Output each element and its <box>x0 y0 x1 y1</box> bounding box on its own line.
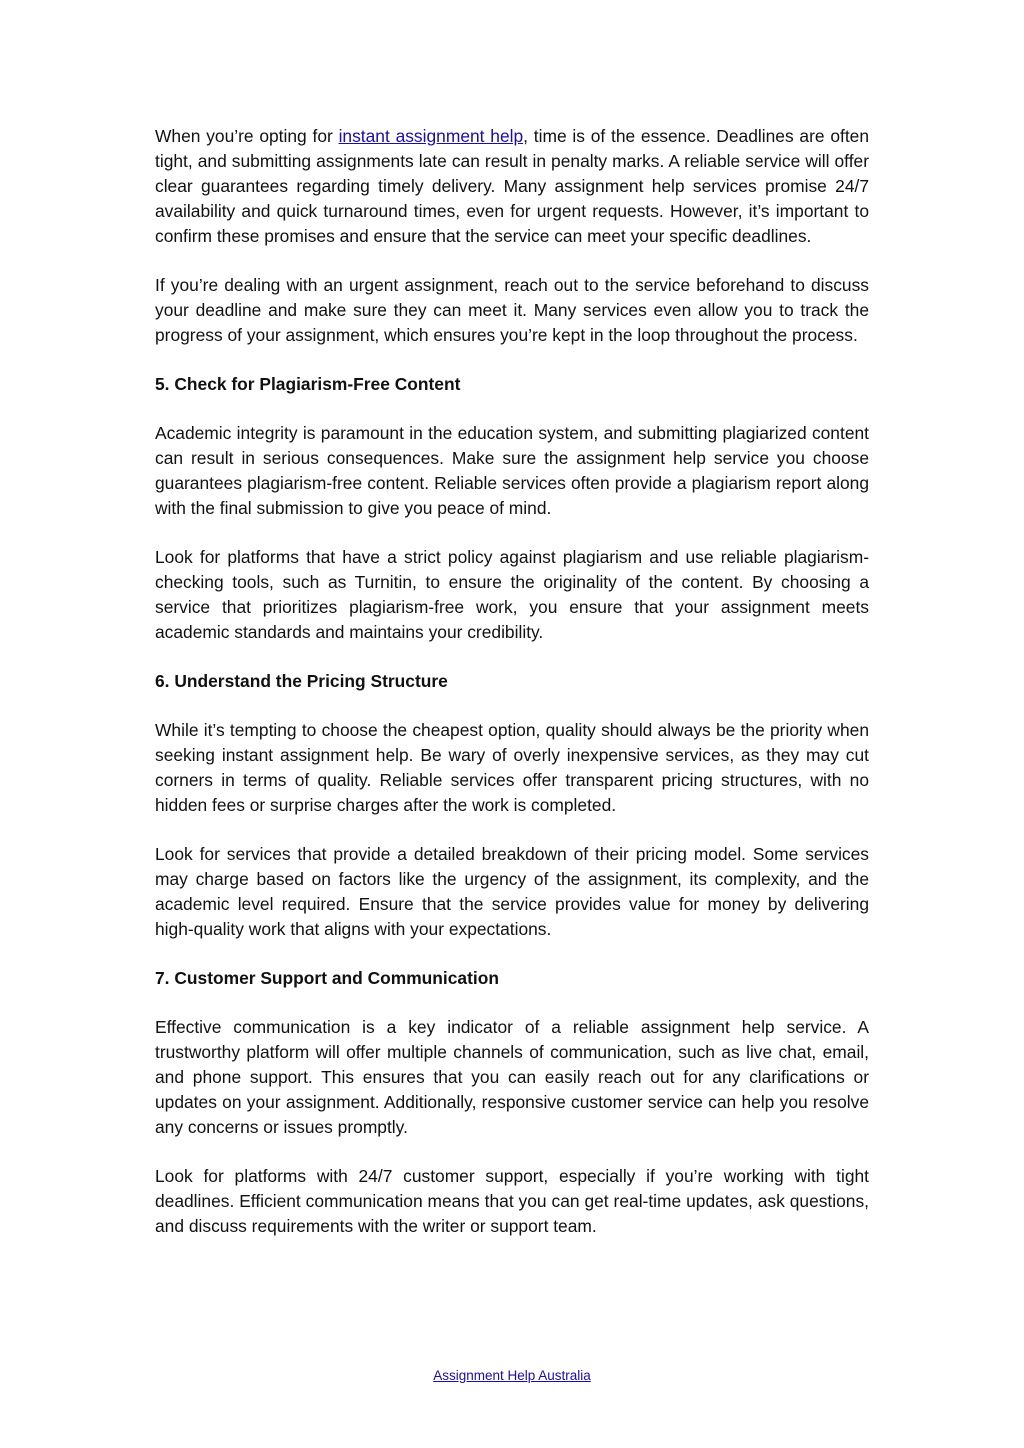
page-footer <box>0 1368 1024 1383</box>
paragraph-integrity: Academic integrity is paramount in the education system, and submitting plagiarized content can result in serious consequences. Make sure the assignment help service you choose guarantees plagiarism-free content. Reliable services often provide a plagiarism report along with the final submission to give you peace of mind. <box>155 423 869 518</box>
heading-plagiarism: 5. Check for Plagiarism-Free Content <box>155 374 461 394</box>
document-body <box>155 124 869 1263</box>
paragraph-intro <box>155 124 869 249</box>
footer-link[interactable]: Assignment Help Australia <box>433 1368 591 1383</box>
heading-pricing: 6. Understand the Pricing Structure <box>155 671 448 691</box>
paragraph-plagiarism-tools: Look for platforms that have a strict policy against plagiarism and use reliable plagiarism-checking tools, such as Turnitin, to ensure the originality of the content. By choosing a service that prioritizes plagiarism-free work, you ensure that your assignment meets academic standards and maintains your credibility. <box>155 547 869 642</box>
instant-assignment-help-link[interactable]: instant assignment help <box>338 126 524 146</box>
paragraph-support-247: Look for platforms with 24/7 customer support, especially if you’re working with tight deadlines. Efficient communication means that you can get real-time updates, ask questions, and discuss requirements with the writer or support team. <box>155 1166 869 1236</box>
paragraph-pricing-quality: While it’s tempting to choose the cheapest option, quality should always be the priority when seeking instant assignment help. Be wary of overly inexpensive services, as they may cut corners in terms of quality. Reliable services offer transparent pricing structures, with no hidden fees or surprise charges after the work is completed. <box>155 720 869 815</box>
heading-support: 7. Customer Support and Communication <box>155 968 499 988</box>
paragraph-communication: Effective communication is a key indicator of a reliable assignment help service. A trustworthy platform will offer multiple channels of communication, such as live chat, email, and phone support. This ensures that you can easily reach out for any clarifications or updates on your assignment. Additionally, responsive customer service can help you resolve any concerns or issues promptly. <box>155 1017 869 1137</box>
paragraph-pricing-breakdown: Look for services that provide a detailed breakdown of their pricing model. Some services may charge based on factors like the urgency of the assignment, its complexity, and the academic level required. Ensure that the service provides value for money by delivering high-quality work that aligns with your expectations. <box>155 844 869 939</box>
paragraph-urgent: If you’re dealing with an urgent assignment, reach out to the service beforehand to discuss your deadline and make sure they can meet it. Many services even allow you to track the progress of your assignment, which ensures you’re kept in the loop throughout the process. <box>155 275 869 345</box>
paragraph-intro-after: , time is of the essence. Deadlines are often tight, and submitting assignments late can result in penalty marks. A reliable service will offer clear guarantees regarding timely delivery. Many assignment help services promise 24/7 availability and quick turnaround times, even for urgent requests. However, it’s important to confirm these promises and ensure that the service can meet your specific deadlines. <box>155 126 869 246</box>
paragraph-intro-before: When you’re opting for <box>155 126 339 146</box>
